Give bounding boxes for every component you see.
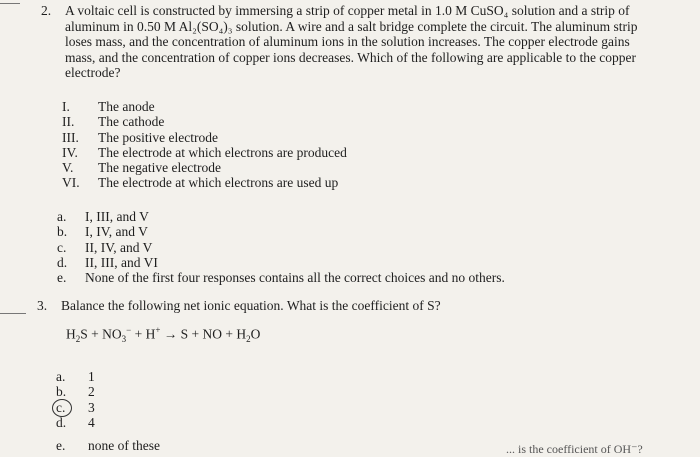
choice-text: I, IV, and V <box>85 224 148 240</box>
choice-letter: a. <box>56 369 66 384</box>
question-2-prompt <box>65 3 665 81</box>
margin-rule <box>0 313 26 314</box>
choice-item[interactable] <box>57 255 505 270</box>
choice-text: II, III, and VI <box>85 254 158 270</box>
statement-item <box>62 99 347 114</box>
statement-list <box>62 99 347 191</box>
statement-item <box>62 175 347 190</box>
choice-text: none of these <box>88 438 160 454</box>
choice-letter: b. <box>56 384 67 400</box>
statement-text: The electrode at which electrons are used up <box>98 175 339 191</box>
choice-item-selected[interactable] <box>56 400 160 415</box>
selected-circle-mark <box>52 399 72 417</box>
choice-letter: d. <box>56 414 67 430</box>
choice-item[interactable] <box>56 415 160 430</box>
statement-item <box>62 160 347 175</box>
choice-text: II, IV, and V <box>85 239 153 255</box>
choice-letter: a. <box>57 209 67 224</box>
statement-numeral: V. <box>62 160 74 176</box>
question-2-choices <box>57 209 505 285</box>
choice-item[interactable] <box>57 209 505 224</box>
next-question-cutoff: ... is the coefficient of OH⁻? <box>506 442 643 456</box>
choice-item[interactable] <box>57 224 505 239</box>
choice-text: 4 <box>88 414 95 430</box>
statement-item <box>62 130 347 145</box>
question-3-prompt: Balance the following net ionic equation. What is the coefficient of S? <box>61 298 441 313</box>
prompt-line: electrode? <box>65 65 121 80</box>
statement-text: The negative electrode <box>98 160 221 176</box>
choice-text: 1 <box>88 369 95 384</box>
net-ionic-equation: $H_2S + NO_3^- + H^+ \to S$ + NO + $H_2O$ <box>66 325 261 345</box>
statement-numeral: II. <box>62 114 75 130</box>
statement-text: The cathode <box>98 114 165 130</box>
statement-numeral: I. <box>62 99 70 114</box>
choice-text: 3 <box>88 399 95 415</box>
statement-numeral: IV. <box>62 144 78 160</box>
statement-numeral: III. <box>62 129 79 145</box>
question-3-choices <box>56 369 160 453</box>
choice-item[interactable] <box>57 270 505 285</box>
choice-letter: e. <box>56 438 66 454</box>
statement-text: The electrode at which electrons are produced <box>98 144 347 160</box>
choice-item[interactable] <box>56 384 160 399</box>
prompt-line: aluminum in 0.50 M Al₂(SO₄)₃ solution. A wire and a salt bridge complete the circuit. The aluminum strip <box>65 18 638 34</box>
statement-text: The positive electrode <box>98 129 218 145</box>
choice-text: None of the first four responses contains all the correct choices and no others. <box>85 270 505 286</box>
choice-item[interactable] <box>56 438 160 453</box>
question-3-number: 3. <box>37 298 48 313</box>
choice-letter: e. <box>57 270 67 286</box>
statement-numeral: VI. <box>62 175 80 191</box>
statement-item <box>62 145 347 160</box>
choice-letter: c. <box>56 399 66 415</box>
question-2-number: 2. <box>41 3 52 18</box>
choice-letter: c. <box>57 239 67 255</box>
prompt-line: loses mass, and the concentration of aluminum ions in the solution increases. The copper electrode gains <box>65 34 630 49</box>
prompt-line: mass, and the concentration of copper ions decreases. Which of the following are applicable to the copper <box>65 49 637 65</box>
choice-item[interactable] <box>56 369 160 384</box>
margin-rule <box>0 3 20 4</box>
statement-item <box>62 114 347 129</box>
choice-text: 2 <box>88 384 95 400</box>
choice-letter: b. <box>57 224 68 240</box>
prompt-line: A voltaic cell is constructed by immersing a strip of copper metal in 1.0 M CuSO₄ solution and a strip of <box>65 3 630 18</box>
choice-text: I, III, and V <box>85 209 149 224</box>
statement-text: The anode <box>98 99 155 114</box>
choice-letter: d. <box>57 254 68 270</box>
choice-item[interactable] <box>57 240 505 255</box>
